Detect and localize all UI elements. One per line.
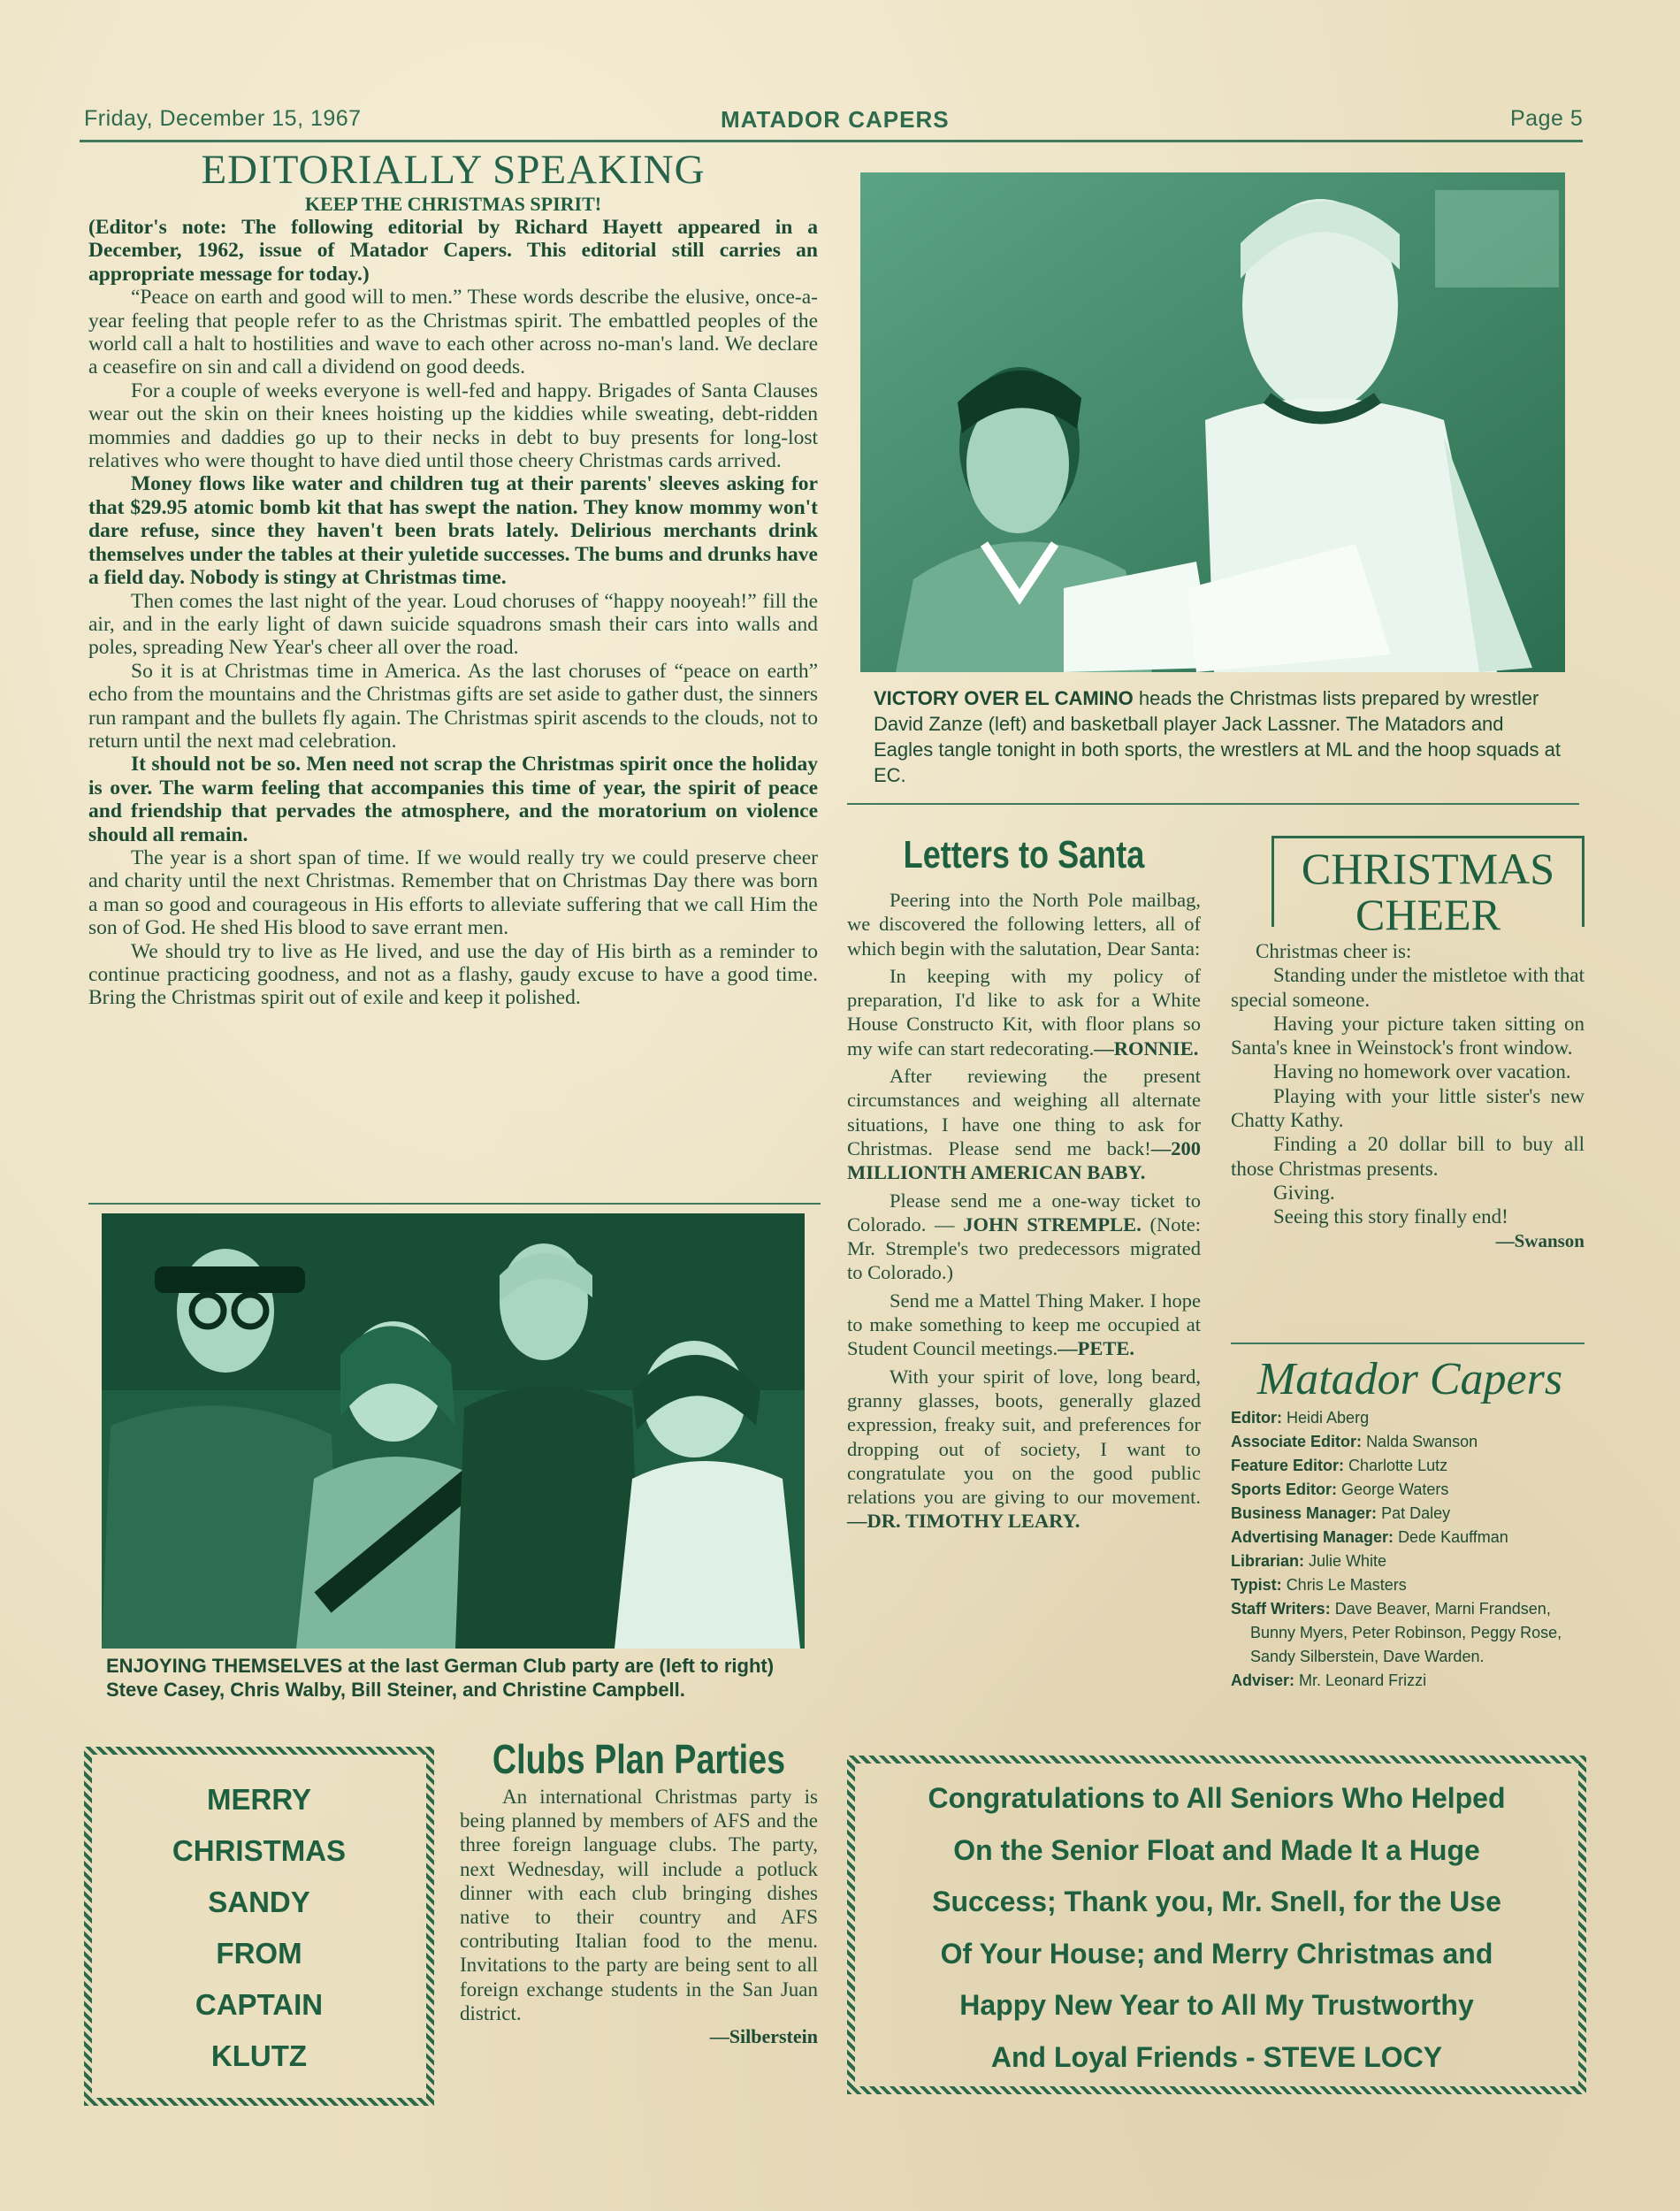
staff-role: Adviser: <box>1231 1672 1295 1689</box>
german-club-photo <box>102 1213 805 1649</box>
photo-illustration <box>102 1213 805 1649</box>
cheer-body <box>1231 939 1585 1253</box>
ad-line: Happy New Year to All My Trustworthy <box>959 1989 1474 2021</box>
letter-signature: —RONNIE. <box>1094 1037 1199 1060</box>
ad-line: CHRISTMAS <box>172 1834 347 1867</box>
staff-names: Dede Kauffman <box>1398 1528 1508 1546</box>
cheer-bottom-rule <box>1231 1343 1585 1344</box>
cheer-title-line1: CHRISTMAS <box>1301 844 1555 893</box>
cheer-item: Having no homework over vacation. <box>1273 1060 1571 1083</box>
header-rule <box>80 140 1583 142</box>
editorial-paragraph: The year is a short span of time. If we would really try we could preserve cheer and charity until the next Christmas. Remember that on Christmas Day there was born a man so good and courageous in His efforts to alleviate suffering that we call Him the son of God. He shed His blood to save errant men. <box>88 845 818 940</box>
letter-item <box>847 1365 1201 1534</box>
staff-entry <box>1231 1549 1589 1573</box>
staff-entry <box>1231 1454 1589 1478</box>
ad-line: MERRY <box>207 1783 311 1816</box>
letter-note: (Note: Mr. Stremple's two predecessors migrated to Colorado.) <box>847 1213 1201 1284</box>
editorial-paragraph: It should not be so. Men need not scrap the Christmas spirit once the holiday is over. The warm feeling that accompanies this time of year, the spirit of peace and friendship that pervades the atmosphere, and the moratorium on violence should all remain. <box>88 753 818 846</box>
cheer-item: Having your picture taken sitting on Santa's knee in Weinstock's front window. <box>1231 1012 1585 1060</box>
ad-line: And Loyal Friends - STEVE LOCY <box>990 2040 1443 2073</box>
editorial-paragraph: For a couple of weeks everyone is well-fed and happy. Brigades of Santa Clauses wear out the skin on their knees hoisting up the kiddies while sweating, debt-ridden mommies and daddies go up to their necks in debt to buy presents for long-lost relatives who were thought to have died until those cheery Christmas cards arrived. <box>88 379 818 473</box>
staff-names: Mr. Leonard Frizzi <box>1299 1672 1427 1689</box>
top-photo-caption <box>874 685 1563 788</box>
letter-signature: —200 MILLIONTH AMERICAN BABY. <box>847 1136 1201 1184</box>
staff-role: Librarian: <box>1231 1552 1305 1570</box>
cheer-item: Finding a 20 dollar bill to buy all those Christmas presents. <box>1231 1133 1585 1180</box>
staff-entry <box>1231 1406 1589 1430</box>
letter-text: Please send me a one-way ticket to Colorado. — <box>847 1189 1201 1236</box>
staff-names: Nalda Swanson <box>1366 1433 1478 1450</box>
clubs-section <box>460 1733 818 2048</box>
editorial-paragraph: “Peace on earth and good will to men.” These words describe the elusive, once-a-year feeling that people refer to as the Christmas spirit. The embattled peoples of the world call a halt to hostilities and wave to each other across no-man's land. We declare a ceasefire on sin and call a dividend on good deeds. <box>88 286 818 379</box>
editorial-section <box>88 149 818 1010</box>
letter-item <box>847 1289 1201 1361</box>
letter-item <box>847 1189 1201 1285</box>
editorial-paragraph: Then comes the last night of the year. Loud choruses of “happy nooyeah!” fill the air, and in the early light of dawn suicide squadrons smash their cars into walls and poles, spreading New Year's cheer all over the road. <box>88 589 818 660</box>
editorial-paragraph: We should try to live as He lived, and use the day of His birth as a reminder to continue practicing goodness, and not as a flashy, gaudy excuse to have a good time. Bring the Christmas spirit out of exile and keep it polished. <box>88 939 818 1010</box>
masthead-title: Matador Capers <box>1256 1354 1563 1404</box>
staff-names: Chris Le Masters <box>1286 1576 1407 1594</box>
steve-locy-ad <box>847 1756 1586 2094</box>
ad-left-text <box>92 1755 426 2082</box>
top-photo-caption-lead: VICTORY OVER EL CAMINO <box>874 687 1134 709</box>
letters-body <box>847 888 1201 1534</box>
clubs-text: An international Christmas party is being planned by members of AFS and the three foreign language clubs. The party, next Wednesday, will include a potluck dinner with each club bringing dishes native to their country and AFS contributing Italian food to the menu. Invitations to the party are being sent to all foreign exchange students in the San Juan district. <box>460 1786 818 2024</box>
staff-entry <box>1231 1597 1589 1669</box>
letter-text: Send me a Mattel Thing Maker. I hope to make something to keep me occupied at Student Council meetings. <box>847 1289 1201 1360</box>
ad-line: FROM <box>216 1937 302 1970</box>
ad-line: SANDY <box>208 1886 310 1918</box>
staff-list <box>1231 1406 1589 1693</box>
letters-section <box>847 831 1201 1534</box>
top-photo-caption-text: heads the Christmas lists prepared by wrestler David Zanze (left) and basketball player Jack Lassner. The Matadors and Eagles tangle tonight in both sports, the wrestlers at ML and the hoop squads at EC. <box>874 687 1562 786</box>
letter-text: After reviewing the present circumstances and weighing all alternate situations, I have one thing to ask for Christmas. Please send me back! <box>847 1065 1201 1159</box>
bottom-photo-caption <box>106 1654 813 1702</box>
staff-entry <box>1231 1526 1589 1549</box>
bottom-photo-caption-text: at the last German Club party are (left to right) Steve Casey, Chris Walby, Bill Steiner, and Christine Campbell. <box>106 1655 775 1701</box>
cheer-item: Playing with your little sister's new Chatty Kathy. <box>1231 1084 1585 1132</box>
letter-item <box>847 964 1201 1060</box>
staff-role: Staff Writers: <box>1231 1600 1331 1618</box>
staff-role: Sports Editor: <box>1231 1480 1337 1498</box>
ad-line: Of Your House; and Merry Christmas and <box>940 1937 1493 1970</box>
editorial-paragraph: Money flows like water and children tug at their parents' sleeves asking for that $29.95 atomic bomb kit that has swept the nation. They know mommy won't dare refuse, since they haven't been brats lately. Delirious merchants drink themselves under the tables at their yuletide successes. The bums and drunks have a field day. Nobody is stingy at Christmas time. <box>88 472 818 590</box>
staff-names: Dave Beaver, Marni Frandsen, Bunny Myers, Peter Robinson, Peggy Rose, Sandy Silberstein, Dave Warden. <box>1250 1600 1562 1665</box>
ad-line: On the Senior Float and Made It a Huge <box>953 1833 1480 1866</box>
staff-entry <box>1231 1478 1589 1502</box>
editorial-bottom-rule <box>88 1203 821 1205</box>
cheer-item: Giving. <box>1273 1181 1335 1204</box>
photo-illustration <box>860 172 1565 672</box>
staff-role: Feature Editor: <box>1231 1457 1345 1474</box>
staff-role: Advertising Manager: <box>1231 1528 1394 1546</box>
captain-klutz-ad <box>84 1747 434 2106</box>
letter-text: In keeping with my policy of preparation, I'd like to ask for a White House Constructo Kit, with floor plans so my wife can start redecorating. <box>847 964 1201 1060</box>
paper-name: MATADOR CAPERS <box>721 106 950 133</box>
staff-names: George Waters <box>1341 1480 1449 1498</box>
cheer-title-line2: CHEER <box>1355 890 1501 939</box>
letter-item: Peering into the North Pole mailbag, we discovered the following letters, all of which begin with the salutation, Dear Santa: <box>847 889 1201 960</box>
staff-role: Editor: <box>1231 1409 1282 1427</box>
staff-entry <box>1231 1573 1589 1597</box>
wrestler-basketball-photo <box>860 172 1565 672</box>
clubs-body <box>460 1785 818 2025</box>
letters-title: Letters to Santa <box>903 833 1145 876</box>
cheer-item: Standing under the mistletoe with that special someone. <box>1231 964 1585 1011</box>
ad-right-text <box>855 1763 1578 2083</box>
editorial-headline: KEEP THE CHRISTMAS SPIRIT! <box>304 193 602 215</box>
editorial-paragraph: So it is at Christmas time in America. As the last choruses of “peace on earth” echo from the mountains and the Christmas gifts are set aside to gather dust, the sinners run rampant and the bullets fly again. The Christmas spirit ascends to the clouds, not to return until the next mad celebration. <box>88 659 818 753</box>
editor-note: (Editor's note: The following editorial by Richard Hayett appeared in a December, 1962, issue of Matador Capers. This editorial still carries an appropriate message for today.) <box>88 216 818 286</box>
ad-line: CAPTAIN <box>195 1988 324 2021</box>
cheer-intro: Christmas cheer is: <box>1256 940 1412 962</box>
clubs-byline: —Silberstein <box>709 2025 818 2048</box>
editorial-section-title: EDITORIALLY SPEAKING <box>201 147 706 193</box>
clubs-title: Clubs Plan Parties <box>492 1736 786 1782</box>
ad-line: KLUTZ <box>210 2039 308 2072</box>
staff-entry <box>1231 1430 1589 1454</box>
masthead <box>1231 1353 1589 1693</box>
letter-signature: —PETE. <box>1058 1337 1135 1360</box>
staff-names: Pat Daley <box>1381 1504 1451 1522</box>
letter-text: With your spirit of love, long beard, granny glasses, boots, generally glazed expression, freaky suit, and preferences for dropping out of society, I want to congratulate you on the good public relations you are giving to our movement. <box>847 1365 1201 1509</box>
staff-role: Business Manager: <box>1231 1504 1378 1522</box>
page-number: Page 5 <box>1510 106 1584 131</box>
cheer-byline: —Swanson <box>1495 1229 1585 1251</box>
caption-bottom-rule <box>847 803 1579 805</box>
staff-entry <box>1231 1669 1589 1693</box>
staff-entry <box>1231 1502 1589 1526</box>
editorial-body <box>88 286 818 1010</box>
ad-line: Success; Thank you, Mr. Snell, for the Use <box>932 1886 1501 1917</box>
ad-line: Congratulations to All Seniors Who Helped <box>928 1782 1506 1814</box>
cheer-title-frame <box>1271 836 1585 939</box>
bottom-photo-caption-lead: ENJOYING THEMSELVES <box>106 1655 343 1677</box>
staff-role: Typist: <box>1231 1576 1282 1594</box>
letter-signature: —DR. TIMOTHY LEARY. <box>847 1510 1081 1533</box>
letter-signature: JOHN STREMPLE. <box>963 1213 1142 1236</box>
staff-names: Heidi Aberg <box>1287 1409 1370 1427</box>
issue-date: Friday, December 15, 1967 <box>84 106 362 131</box>
cheer-item: Seeing this story finally end! <box>1273 1205 1508 1228</box>
staff-role: Associate Editor: <box>1231 1433 1363 1450</box>
staff-names: Julie White <box>1309 1552 1387 1570</box>
letter-item <box>847 1064 1201 1184</box>
staff-names: Charlotte Lutz <box>1348 1457 1448 1474</box>
